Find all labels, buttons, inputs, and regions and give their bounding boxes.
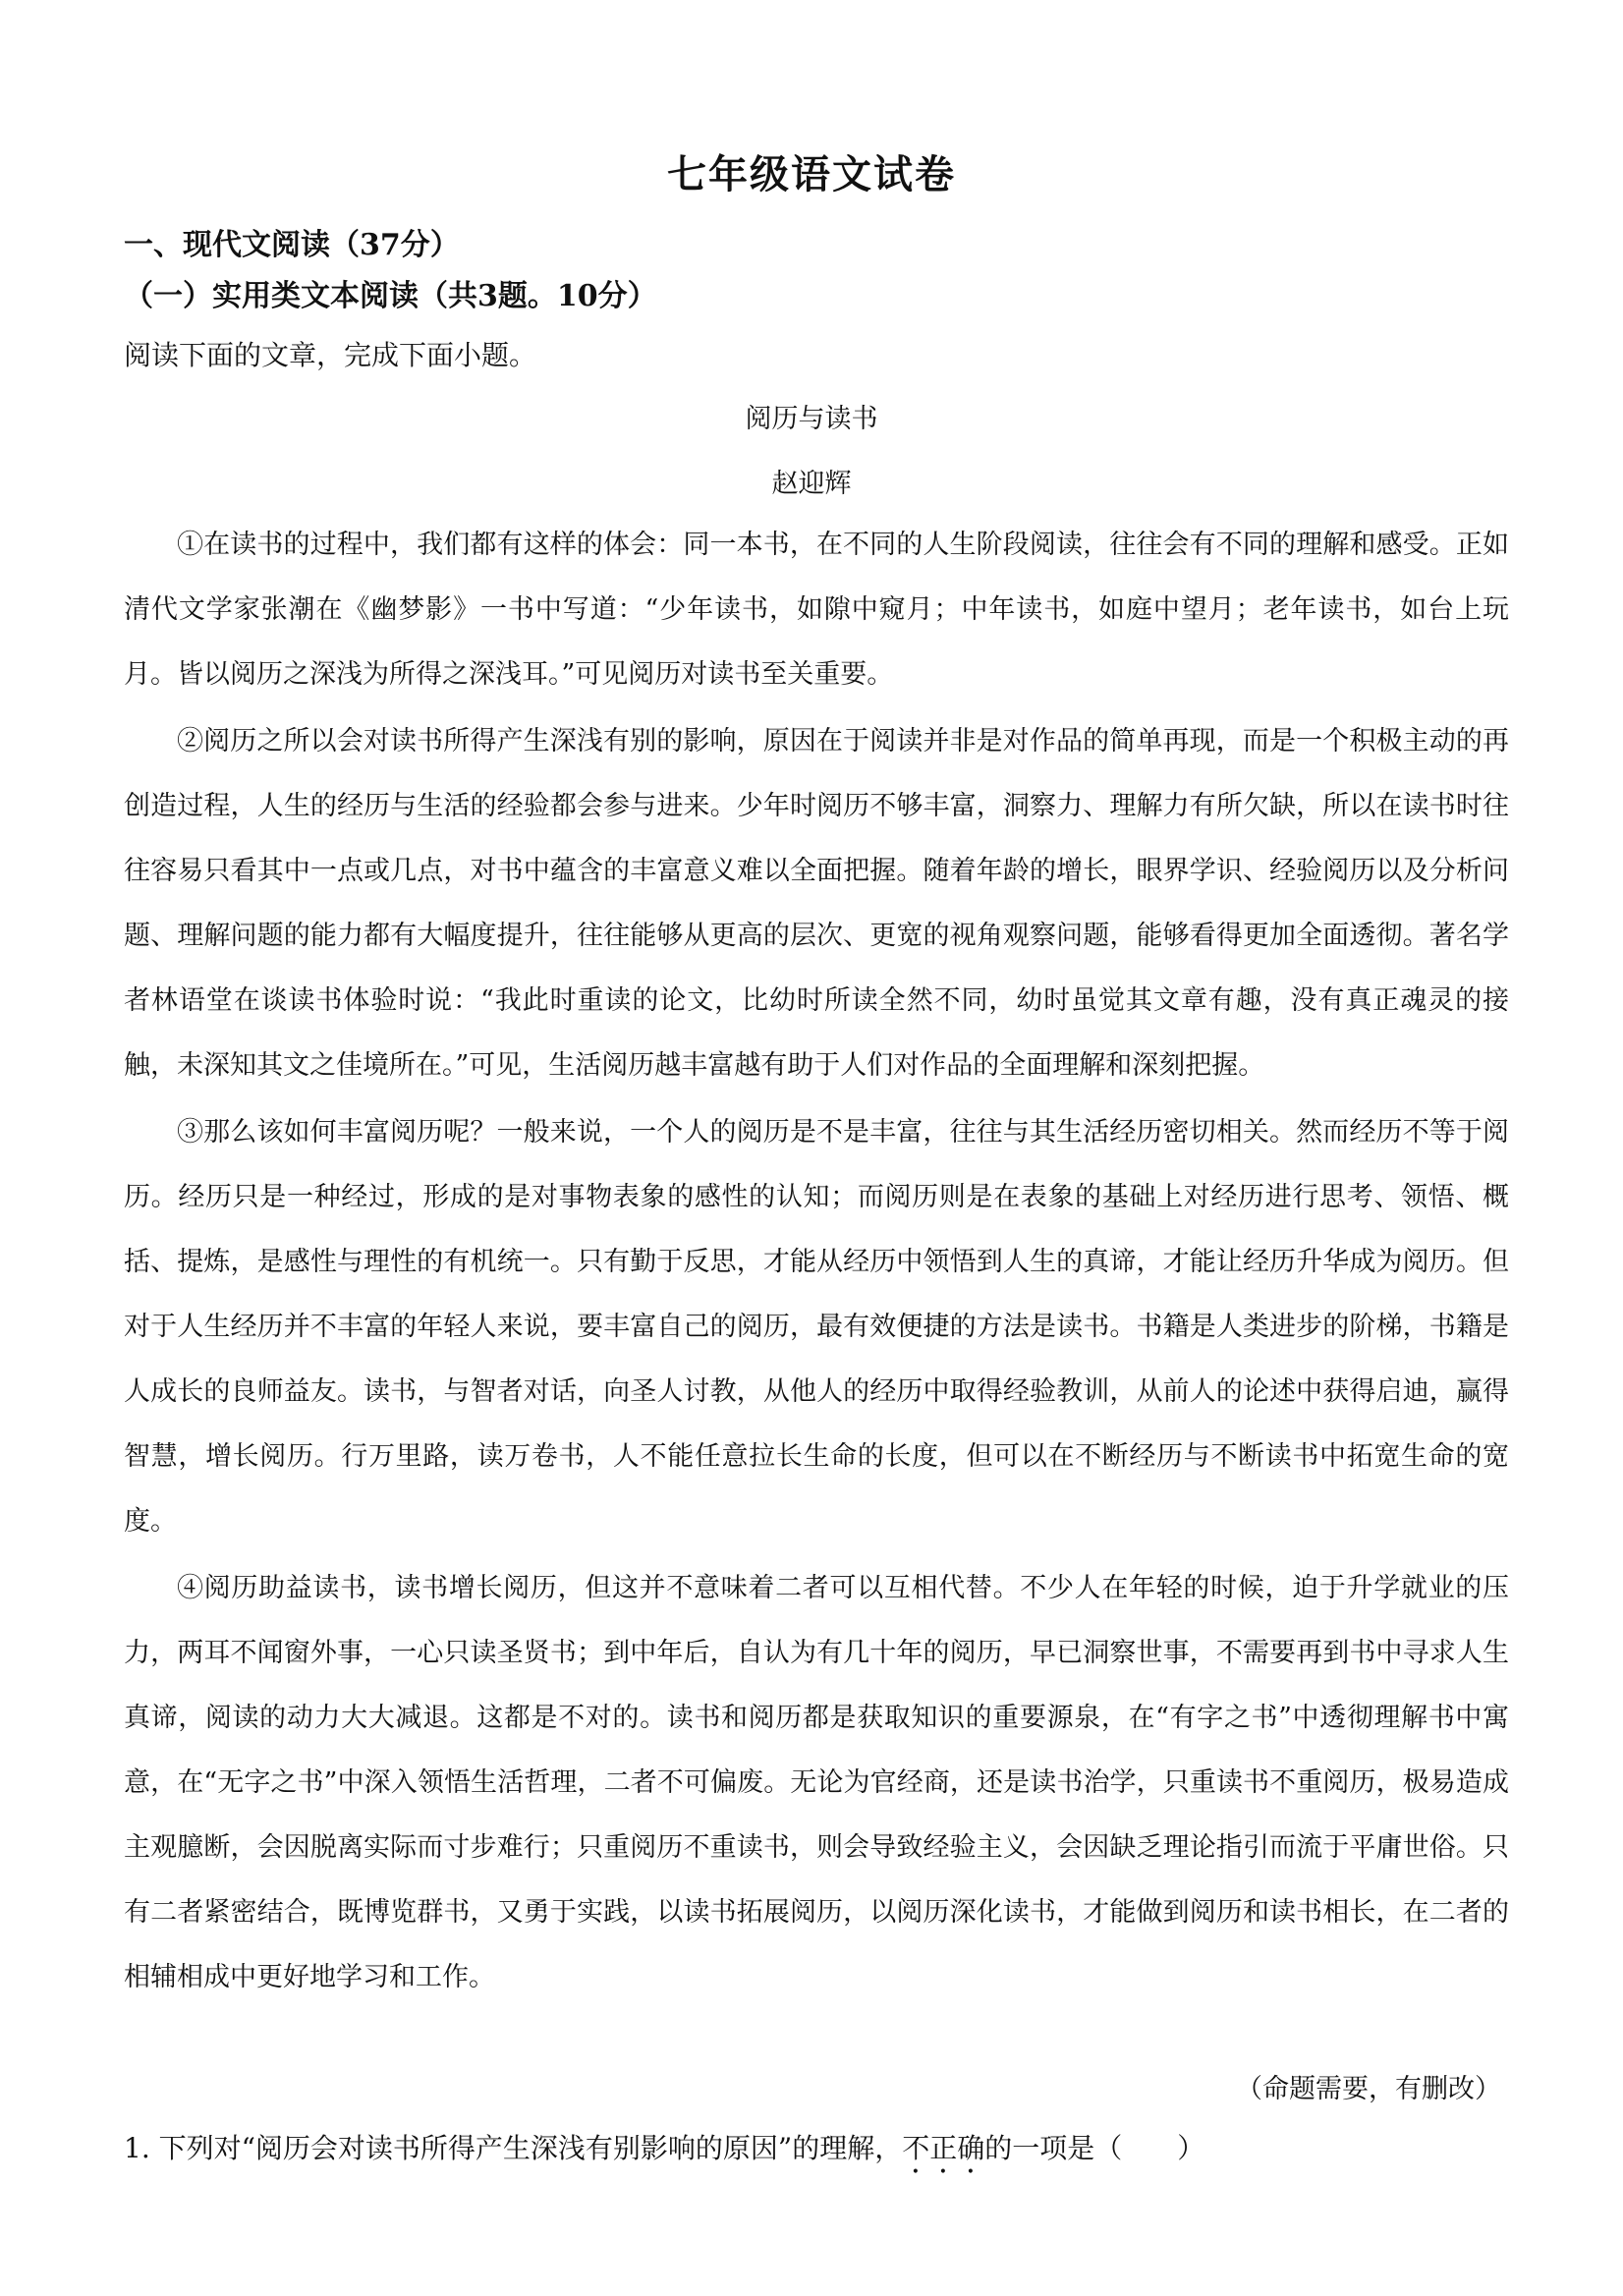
question-1 [124,2127,1204,2180]
article-body [124,513,1509,2012]
source-note: （命题需要，有删改） [1236,2074,1501,2104]
question-1-emphasis: 不正确 [902,2132,985,2164]
reading-instruction: 阅读下面的文章，完成下面小题。 [124,339,537,371]
article-paragraph-2: ②阅历之所以会对读书所得产生深浅有别的影响，原因在于阅读并非是对作品的简单再现，而是一个积极主动的再创造过程，人生的经历与生活的经验都会参与进来。少年时阅历不够丰富，洞察力、理解力有所欠缺，所以在读书时往往容易只看其中一点或几点，对书中蕴含的丰富意义难以全面把握。随着年龄的增长，眼界学识、经验阅历以及分析问题、理解问题的能力都有大幅度提升，往往能够从更高的层次、更宽的视角观察问题，能够看得更加全面透彻。著名学者林语堂在谈读书体验时说：“我此时重读的论文，比幼时所读全然不同，幼时虽觉其文章有趣，没有真正魂灵的接触，未深知其文之佳境所在。”可见，生活阅历越丰富越有助于人们对作品的全面理解和深刻把握。 [124,726,1509,1081]
article-paragraph-3: ③那么该如何丰富阅历呢？一般来说，一个人的阅历是不是丰富，往往与其生活经历密切相关。然而经历不等于阅历。经历只是一种经过，形成的是对事物表象的感性的认知；而阅历则是在表象的基础上对经历进行思考、领悟、概括、提炼，是感性与理性的有机统一。只有勤于反思，才能从经历中领悟到人生的真谛，才能让经历升华成为阅历。但对于人生经历并不丰富的年轻人来说，要丰富自己的阅历，最有效便捷的方法是读书。书籍是人类进步的阶梯，书籍是人成长的良师益友。读书，与智者对话，向圣人讨教，从他人的经历中取得经验教训，从前人的论述中获得启迪，赢得智慧，增长阅历。行万里路，读万卷书，人不能任意拉长生命的长度，但可以在不断经历与不断读书中拓宽生命的宽度。 [124,1117,1509,1537]
question-1-prefix: 1. 下列对“阅历会对读书所得产生深浅有别影响的原因”的理解， [124,2132,903,2164]
article-author: 赵迎辉 [771,469,852,499]
question-1-suffix: 的一项是（ ） [984,2132,1205,2164]
article-title: 阅历与读书 [745,404,878,434]
section-heading-modern-reading: 一、现代文阅读（37分） [124,228,460,262]
article-paragraph-4: ④阅历助益读书，读书增长阅历，但这并不意味着二者可以互相代替。不少人在年轻的时候，迫于升学就业的压力，两耳不闻窗外事，一心只读圣贤书；到中年后，自认为有几十年的阅历，早已洞察世事，不需要再到书中寻求人生真谛，阅读的动力大大减退。这都是不对的。读书和阅历都是获取知识的重要源泉，在“有字之书”中透彻理解书中寓意，在“无字之书”中深入领悟生活哲理，二者不可偏废。无论为官经商，还是读书治学，只重读书不重阅历，极易造成主观臆断，会因脱离实际而寸步难行；只重阅历不重读书，则会导致经验主义，会因缺乏理论指引而流于平庸世俗。只有二者紧密结合，既博览群书，又勇于实践，以读书拓展阅历，以阅历深化读书，才能做到阅历和读书相长，在二者的相辅相成中更好地学习和工作。 [124,1573,1509,1992]
exam-title: 七年级语文试卷 [667,151,956,197]
subsection-heading-practical-text: （一）实用类文本阅读（共3题。10分） [124,279,657,313]
article-paragraph-1: ①在读书的过程中，我们都有这样的体会：同一本书，在不同的人生阶段阅读，往往会有不同的理解和感受。正如清代文学家张潮在《幽梦影》一书中写道：“少年读书，如隙中窥月；中年读书，如庭中望月；老年读书，如台上玩月。皆以阅历之深浅为所得之深浅耳。”可见阅历对读书至关重要。 [124,530,1509,690]
